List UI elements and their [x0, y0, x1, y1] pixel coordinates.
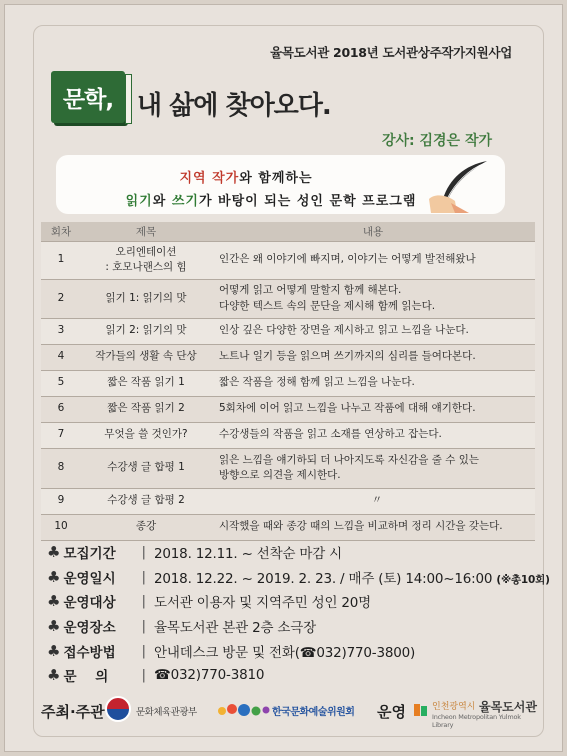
library-logo — [413, 702, 429, 718]
library-name: 율목도서관 — [479, 700, 537, 714]
info-label: 문 의 — [63, 669, 109, 686]
library-city: 인천광역시 — [432, 702, 476, 712]
session-title: 작가들의 생활 속 단상 — [81, 344, 211, 370]
table-row — [41, 514, 535, 540]
program-banner — [56, 155, 505, 214]
footer-sponsors — [41, 693, 541, 727]
session-content-line: 방향으로 의견을 제시한다. — [219, 469, 341, 481]
table-row — [41, 370, 535, 396]
session-content-line: 어떻게 읽고 어떻게 말할지 함께 해본다. — [219, 284, 402, 297]
info-divider: | — [141, 544, 147, 561]
info-label: 모집기간 — [63, 546, 116, 563]
info-value-text: 2018. 12.22. ~ 2019. 2. 23. / 매주 (토) 14:00~16:00 — [154, 570, 493, 587]
session-content: 수강생들의 작품을 읽고 소재를 연상하고 잡는다. — [211, 422, 535, 448]
table-row — [41, 318, 535, 344]
ministry-name: 문화체육관광부 — [136, 707, 197, 718]
session-title: 무엇을 쓸 것인가? — [81, 422, 211, 448]
info-divider: | — [141, 642, 147, 659]
session-content — [211, 241, 535, 279]
session-number: 8 — [41, 448, 81, 488]
info-divider: | — [141, 568, 147, 585]
session-number: 1 — [41, 241, 81, 279]
session-content-line: 다양한 텍스트 속의 문단을 제시해 함께 읽는다. — [219, 299, 436, 312]
session-content: 시작했을 때와 종강 때의 느낌을 비교하며 정리 시간을 갖는다. — [211, 514, 535, 540]
session-content: 〃 — [211, 488, 535, 514]
table-row — [41, 279, 535, 318]
session-title: 읽기 1: 읽기의 맛 — [81, 279, 211, 318]
host-label: 주최·주관 — [41, 703, 105, 721]
session-number: 7 — [41, 422, 81, 448]
banner-highlight-writing: 쓰기 — [171, 194, 199, 209]
info-row-target — [47, 589, 550, 614]
info-note: (※총10회) — [496, 573, 550, 586]
operator-label: 운영 — [377, 703, 406, 721]
info-list — [47, 540, 550, 688]
info-divider: | — [141, 667, 147, 684]
title-book-text: 문학, — [62, 87, 114, 113]
info-row-registration — [47, 638, 550, 663]
session-title-line: : 호모나랜스의 힘 — [105, 261, 187, 273]
arts-council-logo — [216, 701, 271, 719]
info-value: 안내데스크 방문 및 전화(☎032)770-3800) — [154, 644, 416, 661]
session-title: 읽기 2: 읽기의 맛 — [81, 318, 211, 344]
club-icon: ♣ — [47, 641, 61, 660]
session-content — [211, 448, 535, 488]
table-row — [41, 396, 535, 422]
session-number: 10 — [41, 514, 81, 540]
session-content-line: 읽은 느낌을 얘기하되 더 나아지도록 자신감을 줄 수 있는 — [219, 453, 479, 466]
quill-icon — [425, 159, 495, 215]
book-badge — [51, 71, 125, 123]
session-title: 짧은 작품 읽기 1 — [81, 370, 211, 396]
session-content: 인상 깊은 다양한 장면을 제시하고 읽고 느낌을 나눈다. — [211, 318, 535, 344]
table-row — [41, 488, 535, 514]
table-row — [41, 344, 535, 370]
schedule-table — [41, 222, 535, 541]
banner-line-2-text: 가 바탕이 되는 성인 문학 프로그램 — [198, 194, 417, 209]
info-value: 도서관 이용자 및 지역주민 성인 20명 — [154, 595, 372, 612]
lecturer-label: 강사: 김경은 작가 — [381, 133, 492, 149]
info-label: 접수방법 — [63, 644, 116, 661]
club-icon: ♣ — [47, 617, 61, 636]
session-content: 노트나 일기 등을 읽으며 쓰기까지의 심리를 들여다본다. — [211, 344, 535, 370]
session-content — [211, 279, 535, 318]
info-row-recruit-period — [47, 540, 550, 565]
info-label: 운영대상 — [63, 595, 116, 612]
session-content: 짧은 작품을 정해 함께 읽고 느낌을 나눈다. — [211, 370, 535, 396]
session-number: 5 — [41, 370, 81, 396]
info-row-schedule — [47, 565, 550, 590]
session-title: 수강생 글 합평 2 — [81, 488, 211, 514]
banner-line-2 — [56, 190, 486, 209]
session-content: 5회차에 이어 읽고 느낌을 나누고 작품에 대해 얘기한다. — [211, 396, 535, 422]
club-icon: ♣ — [47, 666, 61, 685]
poster — [4, 4, 563, 752]
session-title: 종강 — [81, 514, 211, 540]
info-label: 운영일시 — [63, 570, 116, 587]
session-title: 수강생 글 합평 1 — [81, 448, 211, 488]
info-row-inquiry — [47, 663, 550, 688]
club-icon: ♣ — [47, 543, 61, 562]
club-icon: ♣ — [47, 592, 61, 611]
info-row-location — [47, 614, 550, 639]
table-row — [41, 422, 535, 448]
page-title: 내 삶에 찾아오다. — [137, 91, 331, 121]
program-subtitle: 율목도서관 2018년 도서관상주작가지원사업 — [270, 45, 512, 60]
col-header-title: 제목 — [81, 222, 211, 241]
session-content-line: 인간은 왜 이야기에 빠지며, 이야기는 어떻게 발전해왔나 — [219, 253, 476, 266]
table-row — [41, 241, 535, 279]
banner-connector: 와 — [152, 194, 172, 209]
session-number: 2 — [41, 279, 81, 318]
info-value: 2018. 12.11. ~ 선착순 마감 시 — [154, 546, 343, 563]
col-header-content: 내용 — [211, 222, 535, 241]
banner-highlight-reading: 읽기 — [125, 194, 153, 209]
info-value — [154, 567, 550, 587]
session-title — [81, 241, 211, 279]
session-number: 6 — [41, 396, 81, 422]
arts-council-name: 한국문화예술위원회 — [272, 707, 355, 718]
col-header-session: 회차 — [41, 222, 81, 241]
info-divider: | — [141, 618, 147, 635]
session-number: 4 — [41, 344, 81, 370]
session-title: 짧은 작품 읽기 2 — [81, 396, 211, 422]
info-value: 율목도서관 본관 2층 소극장 — [154, 620, 316, 637]
banner-highlight-local-writer: 지역 작가 — [179, 171, 240, 186]
session-title-line: 오리엔테이션 — [115, 245, 177, 258]
table-row — [41, 448, 535, 488]
session-number: 9 — [41, 488, 81, 514]
table-header-row — [41, 222, 535, 241]
info-divider: | — [141, 593, 147, 610]
taegeuk-logo — [105, 696, 131, 722]
info-label: 운영장소 — [63, 620, 116, 637]
library-english-name: Incheon Metropolitan Yulmok Library — [432, 713, 521, 729]
banner-line-1 — [56, 167, 436, 186]
club-icon: ♣ — [47, 567, 61, 586]
banner-line-1-text: 와 함께하는 — [239, 171, 313, 186]
info-value: ☎032)770-3810 — [154, 667, 265, 684]
session-number: 3 — [41, 318, 81, 344]
